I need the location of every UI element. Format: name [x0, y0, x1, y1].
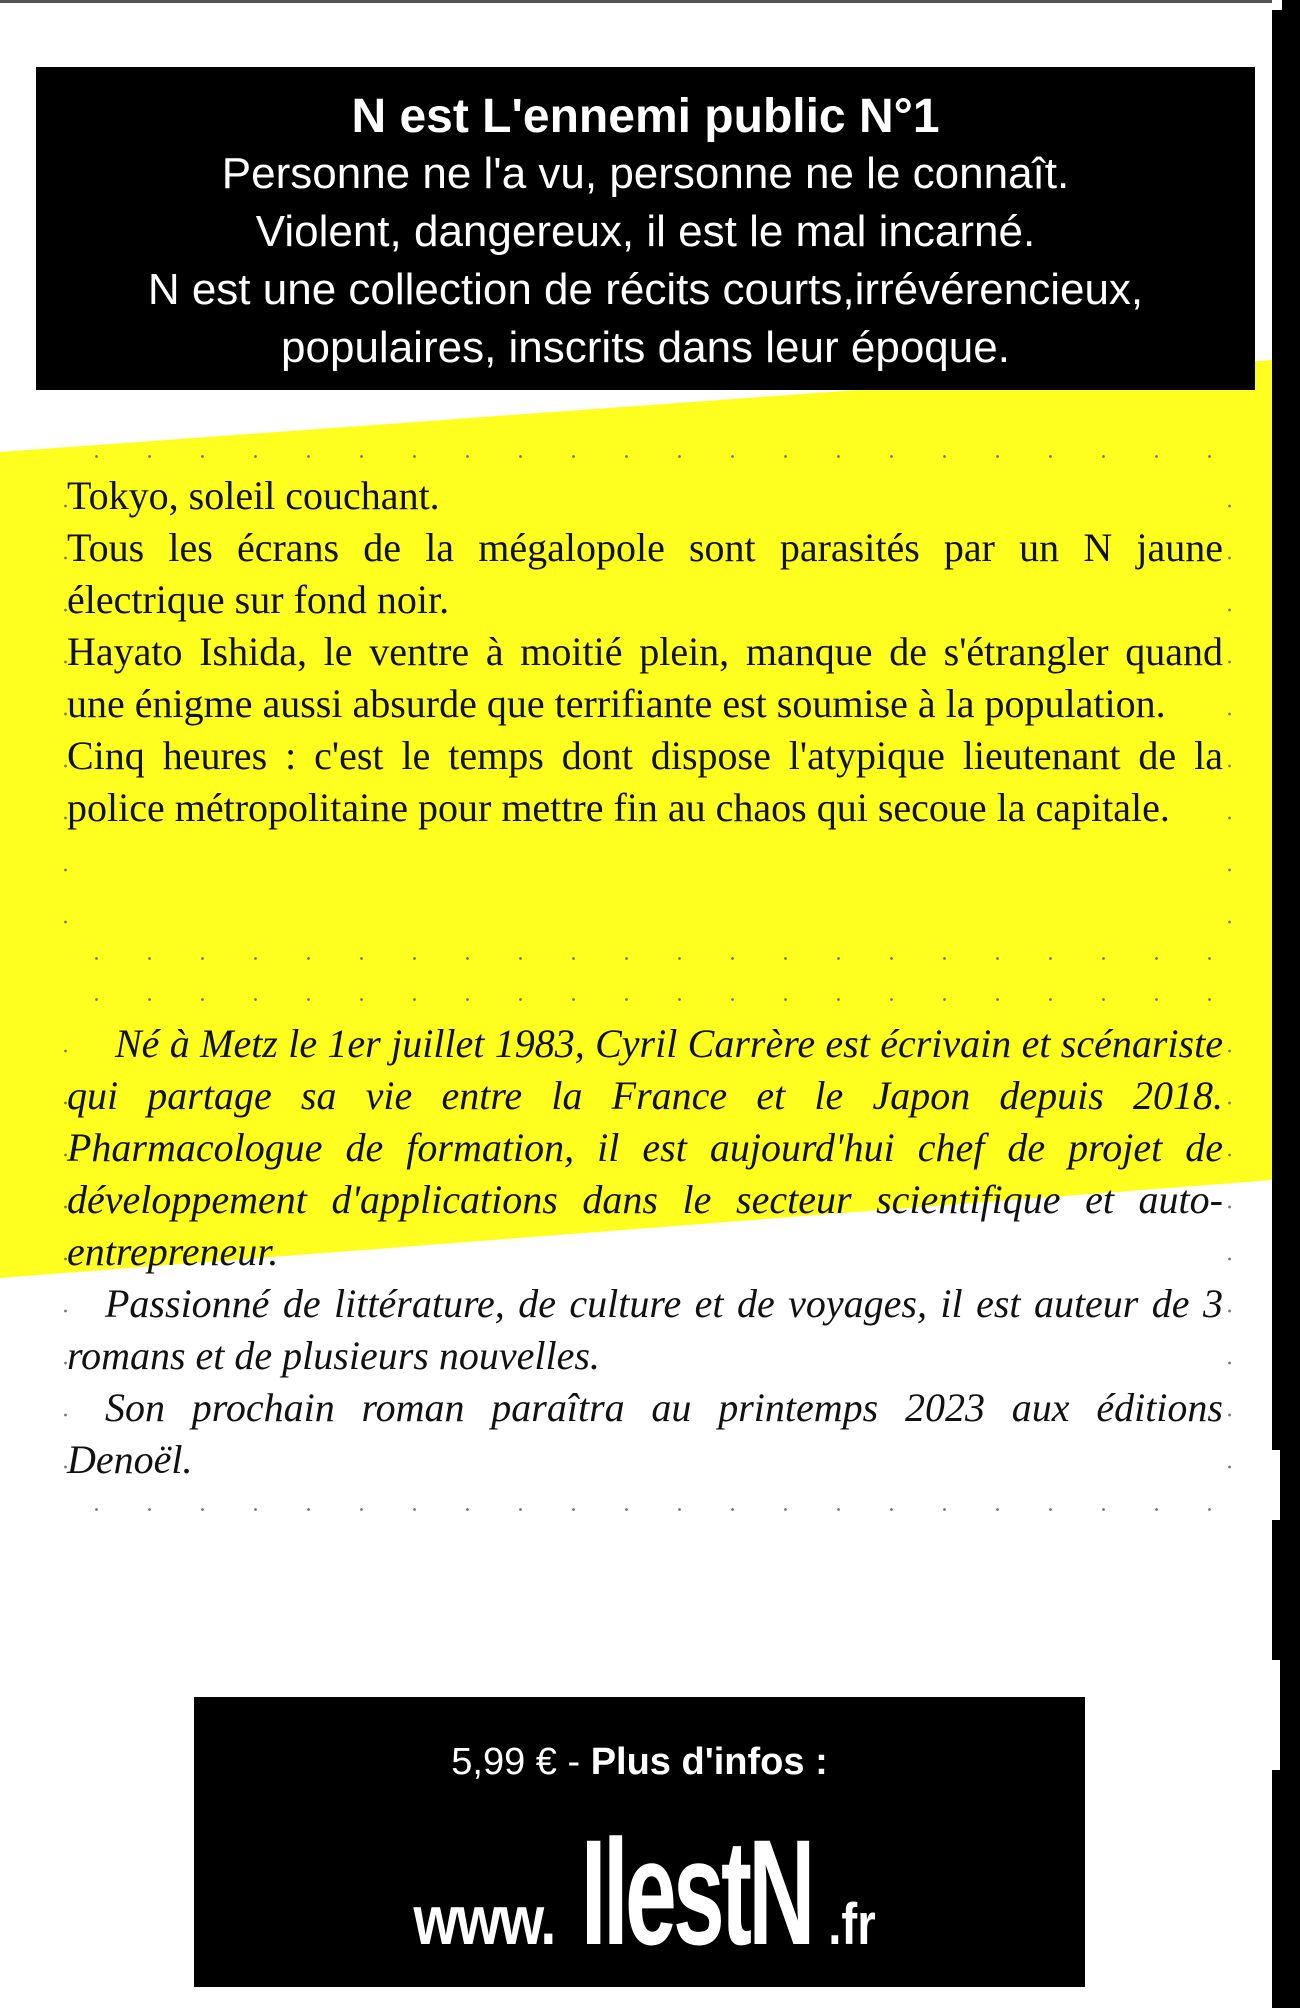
- footer-box: [194, 1697, 1085, 1987]
- more-info-label: Plus d'infos :: [590, 1741, 828, 1783]
- dotted-rule: [70, 1508, 1230, 1511]
- logo-brand: IlestN: [581, 1808, 813, 1976]
- header-line: Violent, dangereux, il est le mal incarné.: [255, 207, 1036, 256]
- bio-paragraph: Passionné de littérature, de culture et de voyages, il est auteur de 3 romans et de plusieurs nouvelles.: [67, 1281, 1223, 1378]
- right-edge-border: [1272, 0, 1300, 2008]
- story-paragraph: Tokyo, soleil couchant.: [67, 473, 440, 518]
- dotted-rule: [1228, 480, 1231, 950]
- bio-paragraph: Né à Metz le 1er juillet 1983, Cyril Carrère est écrivain et scénariste qui partage sa vie entre la France et le Japon depuis 2018. Pharmacologue de formation, il est aujourd'hui chef de projet de développement d'applications dans le secteur scientifique et auto-entrepreneur.: [67, 1021, 1223, 1274]
- story-summary: [67, 470, 1223, 834]
- story-paragraph: Hayato Ishida, le ventre à moitié plein, manque de s'étrangler quand une énigme aussi absurde que terrifiante est soumise à la population.: [67, 629, 1223, 726]
- header-title: N est L'ennemi public N°1: [351, 90, 940, 143]
- story-paragraph: Cinq heures : c'est le temps dont dispose l'atypique lieutenant de la police métropolitaine pour mettre fin au chaos qui secoue la capitale.: [67, 733, 1223, 830]
- price: 5,99 €: [451, 1741, 557, 1783]
- header-line: populaires, inscrits dans leur époque.: [281, 323, 1010, 372]
- dotted-rule: [70, 455, 1230, 458]
- logo-suffix: .fr: [828, 1892, 876, 1957]
- story-paragraph: Tous les écrans de la mégalopole sont parasités par un N jaune électrique sur fond noir.: [67, 525, 1223, 622]
- dotted-rule: [1228, 1025, 1231, 1495]
- author-bio: [67, 1018, 1223, 1486]
- header-box: [36, 67, 1255, 390]
- dotted-rule: [70, 957, 1230, 960]
- website-logo[interactable]: [194, 1808, 1085, 1976]
- header-line: N est une collection de récits courts,irrévérencieux,: [147, 265, 1144, 314]
- price-separator: -: [556, 1741, 591, 1783]
- dotted-rule: [70, 998, 1230, 1001]
- header-line: Personne ne l'a vu, personne ne le connaît.: [221, 149, 1070, 198]
- logo-prefix: www.: [413, 1881, 555, 1959]
- bio-paragraph: Son prochain roman paraîtra au printemps 2023 aux éditions Denoël.: [67, 1385, 1223, 1482]
- price-line: [194, 1739, 1085, 1785]
- top-border: [0, 0, 1272, 3]
